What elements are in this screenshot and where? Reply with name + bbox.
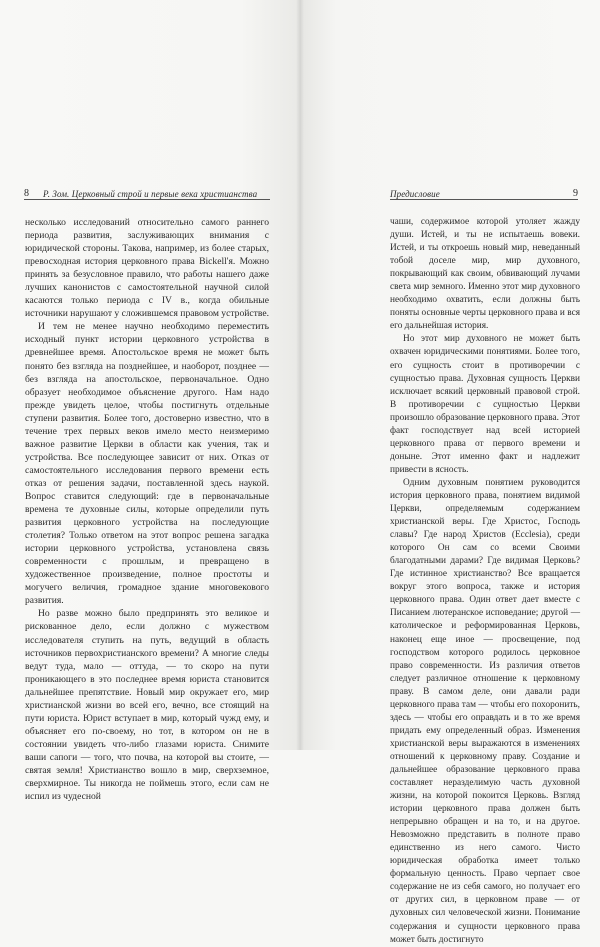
right-page <box>300 0 600 945</box>
right-running-head-title: Предисловие <box>390 189 440 199</box>
right-body-text <box>390 216 580 947</box>
paragraph: Одним духовным понятием руководится история церковного права, понятием видимой Церкви, определяемым содержанием христианской веры. Где Христос, Господь славы? Где народ Христов (Ecclesia), среди которого Он сам со всеми Своими благодатными дарами? Где видимая Церковь? Где истинное христианство? Все вращается вокруг этого вопроса, также и история церковного права. Один ответ дает вместе с Писанием лютеранское исповедание; другой — католическое и реформированная Церковь, наконец еще иное — просвещение, под господством которого родилось церковное право современности. Из различия ответов следует различное отношение к церковному праву. В самом деле, они давали ради церковного права там — чтобы его похоронить, здесь — чтобы его оправдать и в то же время придать ему определенный образ. Изменения христианской веры выражаются в изменениях отношений к церковному праву. Создание и дальнейшее образование церковного права составляет неразделимую часть духовной жизни, на которой покоится Церковь. Взгляд истории церковного права должен быть непрерывно обращен и на то, и на другое. Невозможно представить в полноте право единственно из него самого. Чисто юридическая обработка имеет только формальную ценность. Право черпает свое содержание не из себя самого, но получает его от других сил, в церковном праве — от духовных сил человеческой жизни. Понимание содержания и сущности церковного права может быть достигнуто <box>390 477 580 945</box>
paragraph: несколько исследований относительно самого раннего периода развития, заслуживающих внимания с юридической стороны. Такова, например, из более старых, превосходная история церковного права Bickell'я. Можно принять за безусловное правило, что работы нашего даже лучших канонистов с самостоятельной научной силой касаются только периода с IV в., когда обильные источники нарушают у сложившемся правовом устройстве. <box>25 217 269 320</box>
left-body-text <box>25 216 269 803</box>
paragraph: чаши, содержимое которой утоляет жажду души. Истей, и ты не испытаешь вовеки. Истей, и ты откроешь новый мир, неведанный тобой доселе мир, мир духовного, покрывающий как своим, обвивающий лучами света мир земного. Именно этот мир духовного необходимо охватить, если должны быть поняты основные черты церковного права и вся его дальнейшая история. <box>390 217 580 332</box>
book-gutter-shadow <box>296 0 304 750</box>
left-running-head <box>24 185 270 200</box>
right-page-number: 9 <box>573 188 578 199</box>
paragraph: И тем не менее научно необходимо переместить исходный пункт истории церковного устройства в древнейшее время. Апостольское время не может быть понято без взгляда на позднейшее, и наоборот, позднее — без взгляда на апостольское, первоначальное. Одно образует необходимое объяснение другого. Нам надо прежде увидеть целое, чтобы постигнуть отдельные ступени развития. Более того, достоверно известно, что в течение трех первых веков имело место неизмеримо важное развитие Церкви в области как учения, так и устройства. Все последующее зависит от них. Отказ от самостоятельного исследования первого времени есть отказ от решения задачи, поставленной здесь наукой. Вопрос ставится следующий: где в первоначальные времена те духовные силы, которые определили путь развития церковного устройства на последующие столетия? Только ответом на этот вопрос решена загадка истории церковного устройства, установлена связь современности с прошлым, и превращено в художественное произведение, полное простоты и могучего величия, громадное здание многовекового развития. <box>25 321 269 607</box>
left-page-number: 8 <box>24 188 29 199</box>
left-running-head-title: Р. Зом. Церковный строй и первые века христианства <box>43 189 258 199</box>
right-running-head <box>390 185 578 200</box>
paragraph: Но разве можно было предпринять это великое и рискованное дело, если должно с мужеством исследователя ступить на путь, ведущий в область источников первохристианского времени? А многие следы ведут туда, мало — оттуда, — то скоро на пути проникающего в это последнее время юриста становится дальнейшее препятствие. Новый мир окружает его, мир христианской жизни во всей его, вечно, все стоящий на пути юриста. Юрист вступает в мир, который чужд ему, и объясняет его по-своему, но тот, в котором он не в состоянии увидеть что-либо глазами юриста. Снимите ваши сапоги — того, что почва, на которой вы стоите, — святая земля! Христианство вошло в мир, сверхземное, сверхмирное. Ты никогда не поймешь этого, если сам не испил из чудесной <box>25 608 269 803</box>
left-page <box>0 0 300 803</box>
paragraph: Но этот мир духовного не может быть охвачен юридическими понятиями. Более того, его сущность стоит в противоречии с сущностью права. Духовная сущность Церкви исключает всякий церковный правовой строй. В противоречии с сущностью Церкви произошло образование церковного права. Этот факт господствует над всей историей церковного права от первого времени и доныне. Этот именно факт и надлежит привести в ясность. <box>390 334 580 475</box>
